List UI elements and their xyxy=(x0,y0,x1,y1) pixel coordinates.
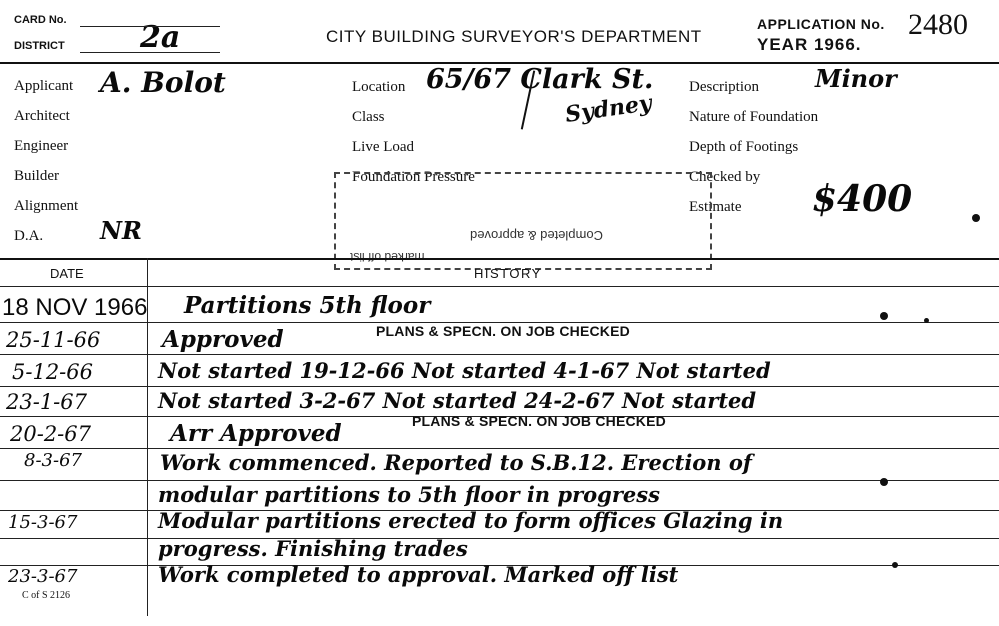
punch-hole xyxy=(892,562,898,568)
entry-text: Work completed to approval. Marked off list xyxy=(158,562,679,587)
punch-hole xyxy=(880,312,888,320)
row-rule xyxy=(0,386,999,387)
builder-label: Builder xyxy=(14,168,59,184)
architect-label: Architect xyxy=(14,108,70,124)
alignment-label: Alignment xyxy=(14,198,79,214)
nature-label: Nature of Foundation xyxy=(689,109,819,125)
district-label: DISTRICT xyxy=(14,40,65,52)
punch-hole xyxy=(924,318,929,323)
checked-by-label: Checked by xyxy=(689,169,761,185)
live-load-label: Live Load xyxy=(352,139,415,155)
entry-text: Modular partitions erected to form offices Glazing in xyxy=(158,508,784,533)
entry-date: 23-1-67 xyxy=(6,390,87,414)
estimate-label: Estimate xyxy=(689,199,742,215)
punch-hole xyxy=(880,478,888,486)
row-rule xyxy=(0,448,999,449)
year-label: YEAR 1966. xyxy=(757,35,862,54)
estimate-value: $400 xyxy=(812,178,913,220)
card-no-line xyxy=(80,26,220,27)
location-value-suburb: Sydney xyxy=(563,90,654,128)
location-value: 65/67 Clark St. xyxy=(426,64,654,95)
applicant-value: A. Bolot xyxy=(100,66,226,99)
foundation-pressure-label: Foundation Pressure xyxy=(352,169,475,185)
stamp-mirror-1: Completed & approved xyxy=(470,228,603,243)
class-label: Class xyxy=(352,109,385,125)
row-rule xyxy=(0,538,999,539)
card-no-label: CARD No. xyxy=(14,14,67,26)
da-value: NR xyxy=(100,216,142,245)
date-header: DATE xyxy=(50,266,84,281)
entry-text: Work commenced. Reported to S.B.12. Erection of xyxy=(160,450,752,475)
description-value: Minor xyxy=(815,64,897,93)
entry-text: Approved xyxy=(162,326,284,353)
entry-date: 20-2-67 xyxy=(10,422,91,446)
application-number: 2480 xyxy=(908,8,968,41)
entry-text: Not started 3-2-67 Not started 24-2-67 Not started xyxy=(158,388,757,413)
entry-text: Partitions 5th floor xyxy=(184,292,431,319)
punch-hole xyxy=(972,214,980,222)
da-label: D.A. xyxy=(14,228,44,244)
entry-date: 18 NOV 1966 xyxy=(2,294,148,321)
form-code: C of S 2126 xyxy=(22,590,71,601)
description-label: Description xyxy=(689,79,759,95)
history-header-rule xyxy=(0,286,999,287)
entry-text: Not started 19-12-66 Not started 4-1-67 Not started xyxy=(158,358,771,383)
entry-date: 5-12-66 xyxy=(12,360,93,384)
entry-date: 23-3-67 xyxy=(8,566,78,587)
entry-stamp: PLANS & SPECN. ON JOB CHECKED xyxy=(412,413,666,429)
location-label: Location xyxy=(352,79,406,95)
entry-date: 15-3-67 xyxy=(8,512,78,533)
entry-text: modular partitions to 5th floor in progress xyxy=(158,482,660,507)
district-line xyxy=(80,52,220,53)
stamp-mirror-2: marked off list xyxy=(350,250,425,264)
depth-label: Depth of Footings xyxy=(689,139,799,155)
engineer-label: Engineer xyxy=(14,138,69,154)
district-value: 2a xyxy=(140,20,181,55)
application-label: APPLICATION No. xyxy=(757,16,885,32)
entry-date: 8-3-67 xyxy=(24,450,82,471)
entry-text: progress. Finishing trades xyxy=(158,536,468,561)
department-title: CITY BUILDING SURVEYOR'S DEPARTMENT xyxy=(326,27,702,46)
history-top-rule xyxy=(0,258,999,260)
entry-text: Arr Approved xyxy=(170,420,342,447)
row-rule xyxy=(0,354,999,355)
history-header: HISTORY xyxy=(474,266,542,281)
row-rule xyxy=(0,480,999,481)
entry-stamp: PLANS & SPECN. ON JOB CHECKED xyxy=(376,323,630,339)
entry-date: 25-11-66 xyxy=(6,328,101,352)
applicant-label: Applicant xyxy=(14,78,74,94)
